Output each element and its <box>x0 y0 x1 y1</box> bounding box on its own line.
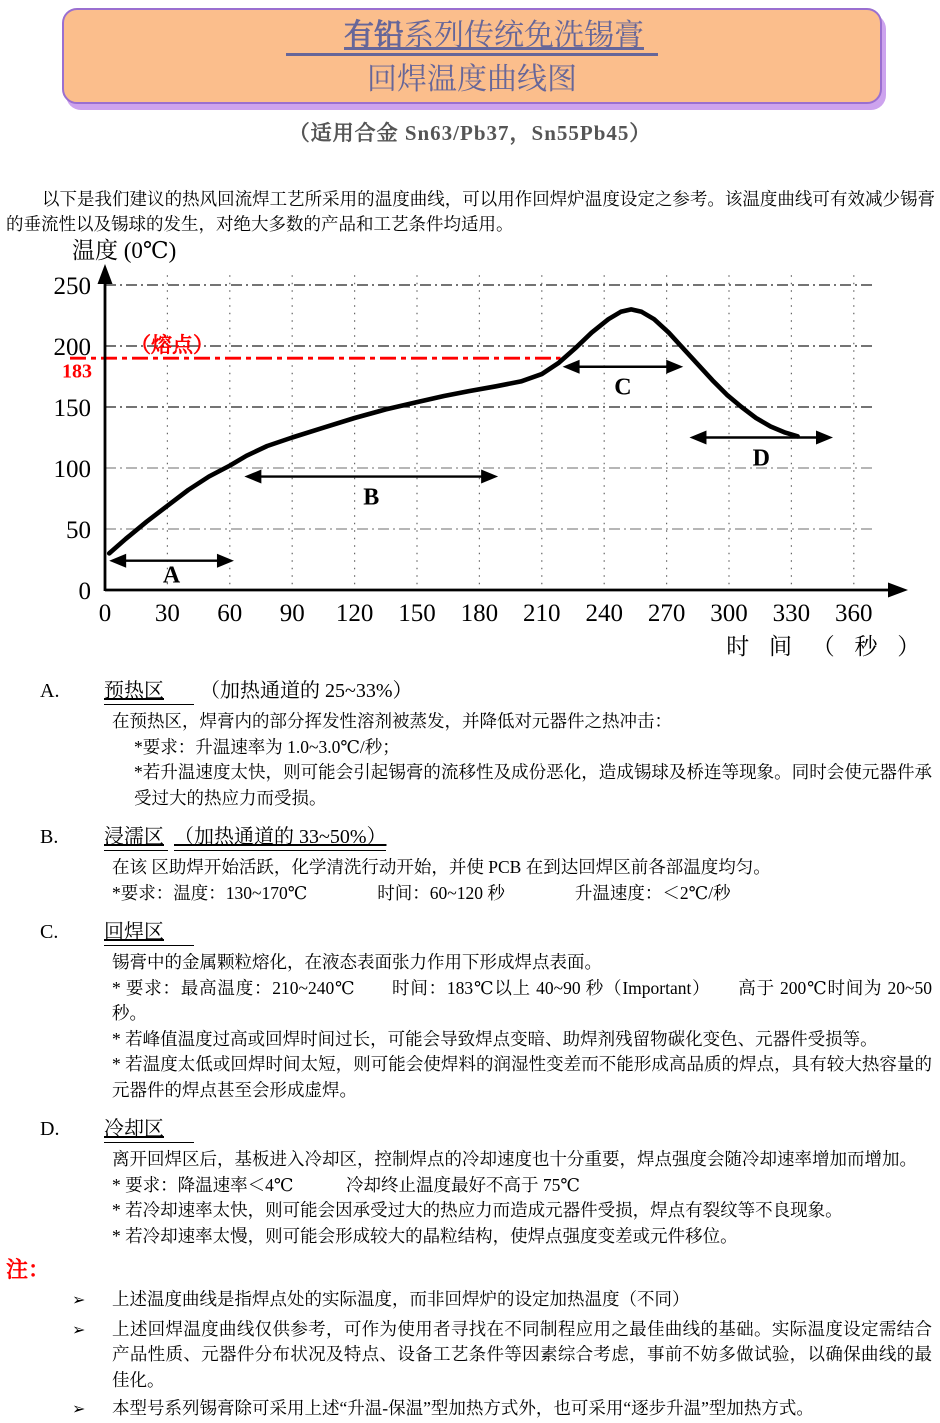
note-text: 上述温度曲线是指焊点处的实际温度，而非回焊炉的设定加热温度（不同） <box>112 1289 690 1309</box>
section-heading-a <box>40 674 940 703</box>
notes-section <box>0 1253 940 1423</box>
section-title-suffix: （加热通道的 33~50%） <box>174 826 386 851</box>
section-title: 冷却区 <box>104 1118 194 1143</box>
section-body <box>112 709 932 811</box>
section-soak-zone <box>0 820 940 906</box>
zone-description-sections <box>0 674 940 1249</box>
y-tick-label: 100 <box>53 456 91 483</box>
section-cooling-zone <box>0 1112 940 1249</box>
section-text-line: * 若峰值温度过高或回焊时间过长，可能会导致焊点变暗、助焊剂残留物碳化变色、元器件受损等。 <box>112 1028 878 1049</box>
zone-label: B <box>363 484 380 511</box>
section-body <box>112 855 932 906</box>
x-tick-label: 180 <box>460 600 499 627</box>
section-text-line: *要求：升温速率为 1.0~3.0℃/秒； <box>134 736 400 757</box>
x-tick-label: 150 <box>398 600 436 627</box>
note-text: 上述回焊温度曲线仅供参考，可作为使用者寻找在不同制程应用之最佳曲线的基础。实际温度设定需结合产品性质、元器件分布状况及特点、设备工艺条件等因素综合考虑，事前不妨多做试验，以确保曲线的最佳化。 <box>112 1318 932 1390</box>
note-item <box>72 1396 932 1423</box>
zone-arrow-B <box>244 470 498 511</box>
y-axis-title: 温度 (0℃) <box>72 238 177 263</box>
x-tick-label: 0 <box>98 600 112 627</box>
section-text-line: 锡膏中的金属颗粒熔化，在液态表面张力作用下形成焊点表面。 <box>112 952 602 972</box>
x-tick-label: 270 <box>647 600 686 627</box>
section-text-line: * 要求：最高温度：210~240℃ 时间：183℃以上 40~90 秒（Important） 高于 200℃时间为 20~50 秒。 <box>112 977 932 1023</box>
x-tick-label: 300 <box>710 600 748 627</box>
note-text: 本型号系列锡膏除可采用上述“升温-保温”型加热方式外，也可采用“逐步升温”型加热方式。 <box>112 1398 814 1418</box>
section-title: 浸濡区 <box>104 826 168 851</box>
note-item <box>72 1287 932 1314</box>
arrow-bullet-icon: ➢ <box>72 1321 86 1339</box>
section-text-line: * 若温度太低或回焊时间太短，则可能会使焊料的润湿性变差而不能形成高品质的焊点，具有较大热容量的元器件的焊点甚至会形成虚焊。 <box>112 1054 932 1100</box>
y-tick-label: 200 <box>53 334 91 361</box>
zone-label: A <box>162 562 181 589</box>
section-text-line: * 若冷却速率太慢，则可能会形成较大的晶粒结构，使焊点强度变差或元件移位。 <box>112 1225 738 1246</box>
section-text-line: 在该 区助焊开始活跃，化学清洗行动开始，并使 PCB 在到达回焊区前各部温度均匀。 <box>112 857 771 877</box>
arrowhead-icon <box>563 360 580 374</box>
x-tick-label: 120 <box>335 600 374 627</box>
y-tick-label: 250 <box>53 273 91 300</box>
section-heading-c <box>40 915 940 944</box>
x-axis-title: 时 间 （ 秒 ） <box>726 634 928 659</box>
section-text-line: *要求：温度：130~170℃ 时间：60~120 秒 升温速度：＜2℃/秒 <box>112 882 731 903</box>
section-reflow-zone <box>0 915 940 1103</box>
document-page <box>0 8 940 1418</box>
title-rest-part: 系列传统免洗锡膏 <box>404 19 644 52</box>
section-letter: C. <box>40 921 59 943</box>
notes-label: 注： <box>6 1257 51 1282</box>
section-title: 回焊区 <box>104 921 194 946</box>
section-body <box>112 950 932 1103</box>
melting-point-label: （熔点） <box>130 333 214 358</box>
arrowhead-icon <box>666 360 683 374</box>
arrow-bullet-icon: ➢ <box>72 1292 86 1309</box>
section-body <box>112 1147 932 1249</box>
section-letter: B. <box>40 826 59 848</box>
x-tick-label: 360 <box>835 600 873 627</box>
section-text-line: 在预热区，焊膏内的部分挥发性溶剂被蒸发，并降低对元器件之热冲击： <box>112 711 672 731</box>
section-letter: A. <box>40 680 60 702</box>
zone-arrow-C <box>563 360 684 401</box>
y-tick-label: 150 <box>53 395 91 422</box>
x-tick-label: 90 <box>279 600 305 627</box>
section-title-suffix: （加热通道的 25~33%） <box>200 680 413 702</box>
melting-point-value: 183 <box>62 360 92 383</box>
section-text-line: 离开回焊区后，基板进入冷却区，控制焊点的冷却速度也十分重要，焊点强度会随冷却速率增加而增加。 <box>112 1149 917 1169</box>
zone-label: C <box>614 374 632 401</box>
alloy-subtitle: （适用合金 Sn63/Pb37，Sn55Pb45） <box>288 121 652 145</box>
title-bold-part: 有铅 <box>344 19 404 52</box>
note-item <box>72 1317 932 1394</box>
y-axis-arrowhead-icon <box>98 264 113 284</box>
page-title-line2: 回焊温度曲线图 <box>367 63 577 96</box>
x-tick-label: 60 <box>217 600 243 627</box>
x-tick-label: 30 <box>154 600 180 627</box>
arrow-bullet-icon: ➢ <box>72 1401 86 1418</box>
arrowhead-icon <box>217 554 234 568</box>
title-underline <box>286 19 658 56</box>
zone-arrow-A <box>109 554 234 589</box>
intro-paragraph: 以下是我们建议的热风回流焊工艺所采用的温度曲线，可以用作回焊炉温度设定之参考。该温度曲线可有效减少锡膏的垂流性以及锡球的发生，对绝大多数的产品和工艺条件均适用。 <box>6 189 935 234</box>
section-letter: D. <box>40 1118 60 1140</box>
arrowhead-icon <box>109 554 126 568</box>
reflow-chart-svg <box>0 240 940 665</box>
zone-label: D <box>752 445 770 472</box>
arrowhead-icon <box>689 431 706 445</box>
zone-arrow-D <box>689 431 833 472</box>
section-preheat-zone <box>0 674 940 811</box>
x-tick-label: 330 <box>772 600 811 627</box>
arrowhead-icon <box>244 470 261 484</box>
section-text-line: * 要求：降温速率＜4℃ 冷却终止温度最好不高于 75℃ <box>112 1174 580 1195</box>
section-heading-d <box>40 1112 940 1141</box>
header-banner <box>62 8 882 104</box>
x-tick-label: 210 <box>523 600 561 627</box>
y-tick-label: 50 <box>66 517 91 544</box>
section-text-line: *若升温速度太快，则可能会引起锡膏的流移性及成份恶化，造成锡球及桥连等现象。同时会使元器件承受过大的热应力而受损。 <box>134 762 932 808</box>
arrowhead-icon <box>481 470 498 484</box>
section-heading-b <box>40 820 940 849</box>
section-text-line: * 若冷却速率太快，则可能会因承受过大的热应力而造成元器件受损，焊点有裂纹等不良现象。 <box>112 1200 843 1220</box>
page-title-line1 <box>64 14 880 58</box>
x-tick-label: 240 <box>585 600 623 627</box>
section-title: 预热区 <box>104 680 194 705</box>
reflow-temperature-chart <box>0 240 940 665</box>
arrowhead-icon <box>816 431 833 445</box>
y-tick-label: 0 <box>78 578 91 605</box>
x-axis-arrowhead-icon <box>888 583 908 598</box>
